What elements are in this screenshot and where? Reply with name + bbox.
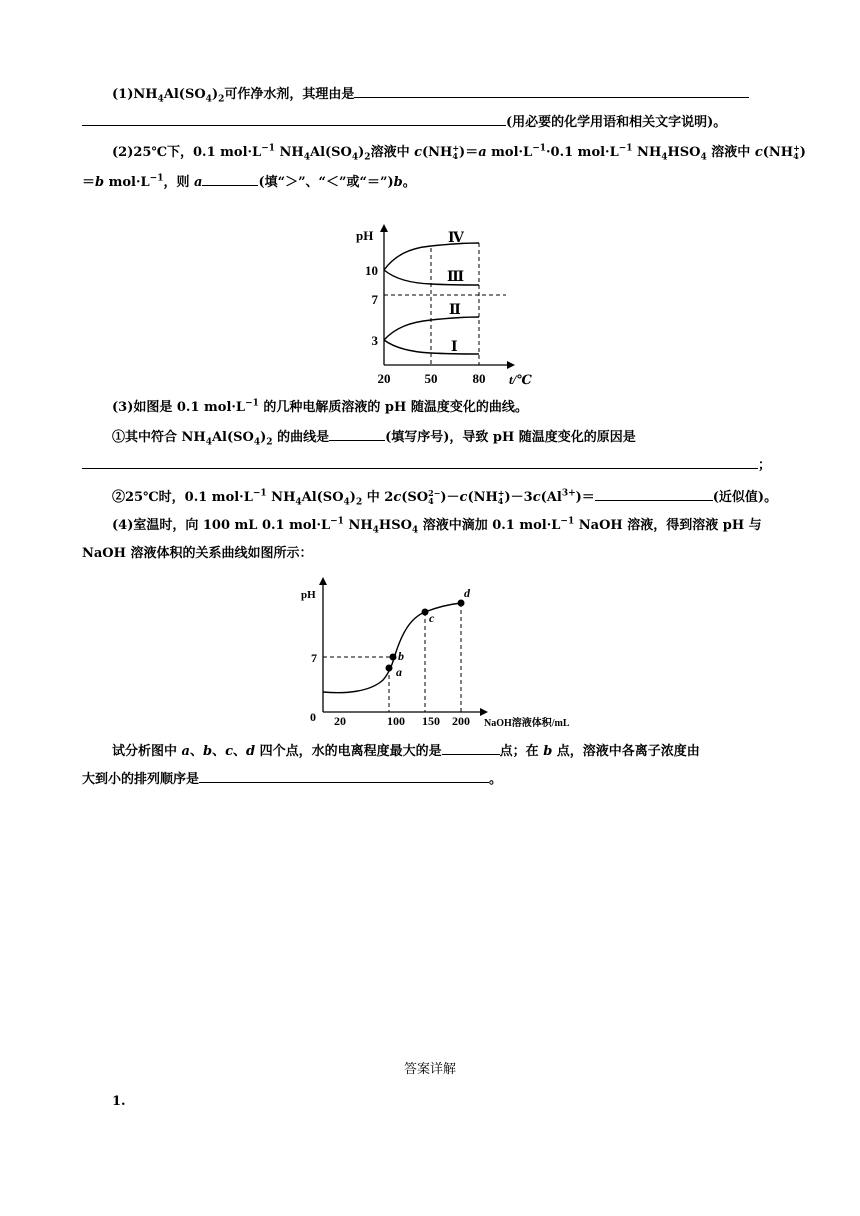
answers-first: 1. bbox=[112, 1094, 126, 1109]
point-a bbox=[386, 665, 393, 672]
chart1-xtick-20: 20 bbox=[377, 371, 391, 386]
chart2-y-arrow bbox=[319, 577, 327, 585]
chart2-xlabel: NaOH溶液体积/mL bbox=[484, 718, 570, 729]
chart2-xtick-100: 100 bbox=[387, 714, 405, 728]
chart1-ytick-10: 10 bbox=[365, 263, 378, 278]
answer-blank-2[interactable] bbox=[202, 172, 258, 186]
chart2-ylabel: pH bbox=[301, 589, 316, 601]
chart2-ytick-7: 7 bbox=[311, 651, 317, 665]
curve-label-I: Ⅰ bbox=[451, 340, 458, 355]
answer-blank-5b[interactable] bbox=[199, 769, 489, 783]
curve-label-IV: Ⅳ bbox=[448, 231, 464, 246]
q3-sub1-line1: ①其中符合 $NH_4Al(SO_4)_2$ 的曲线是 (填写序号)，导致 pH 随温度变化的原因是 bbox=[112, 427, 636, 447]
chart1-x-arrow bbox=[507, 361, 515, 369]
point-c bbox=[422, 609, 429, 616]
answer-blank-1a[interactable] bbox=[354, 84, 749, 98]
chart2-xtick-200: 200 bbox=[452, 714, 470, 728]
curve-III bbox=[384, 270, 479, 285]
point-a-label: a bbox=[396, 665, 402, 679]
chart2-x-arrow bbox=[480, 708, 488, 716]
point-d bbox=[458, 600, 465, 607]
curve-I bbox=[384, 340, 479, 354]
answer-blank-5a[interactable] bbox=[442, 741, 500, 755]
q2-line2: ＝b $mol\cdot L^{-1}$，则 a (填“＞”、“＜”或“＝”)b。 bbox=[82, 173, 416, 190]
chart1-xtick-50: 50 bbox=[424, 371, 438, 386]
q4-line1: (4)室温时，向 100 mL 0.1 $mol\cdot L^{-1}$ $NH_4HSO_4$ 溶液中滴加 0.1 $mol\cdot L^{-1}$ NaOH 溶液，得到溶液 pH 与 bbox=[112, 516, 762, 536]
chart2-xtick-150: 150 bbox=[422, 714, 440, 728]
curve-II bbox=[384, 317, 479, 340]
chart2-xtick-20: 20 bbox=[334, 714, 346, 728]
chart2-origin: 0 bbox=[310, 710, 316, 724]
chart1-ylabel: pH bbox=[356, 228, 374, 243]
q3-sub2: ②25℃时，0.1 $mol\cdot L^{-1}$ $NH_4Al(SO_4)_2$ 中 2c(SO 2− 4 )－c(NH + 4 )$-3c(Al^{3+})=$ (近似值)。 bbox=[112, 488, 778, 508]
q3-sub1-line2: ； bbox=[82, 455, 771, 475]
chart1-ytick-7: 7 bbox=[371, 292, 378, 307]
chart1-xtick-80: 80 bbox=[472, 371, 486, 386]
answer-blank-3c[interactable] bbox=[595, 487, 713, 501]
chart2-titration-curve bbox=[323, 603, 461, 693]
q1-line1: $(1)NH_4Al(SO_4)_2$可作净水剂，其理由是 bbox=[112, 84, 749, 104]
chart1-axes bbox=[380, 224, 515, 369]
q1-line2: (用必要的化学用语和相关文字说明)。 bbox=[82, 112, 726, 132]
answers-title: 答案详解 bbox=[403, 1062, 456, 1077]
point-d-label: d bbox=[464, 586, 470, 600]
q5-line2: 大到小的排列顺序是 。 bbox=[82, 769, 502, 789]
curve-label-II: Ⅱ bbox=[449, 303, 461, 318]
point-b-label: b bbox=[398, 649, 404, 663]
chart1-xlabel: t/℃ bbox=[509, 372, 532, 387]
curve-IV bbox=[384, 243, 479, 270]
answer-blank-3a[interactable] bbox=[329, 427, 385, 441]
point-b bbox=[390, 654, 397, 661]
chart1-ytick-3: 3 bbox=[371, 333, 378, 348]
chart1-y-arrow bbox=[380, 224, 388, 232]
q2-line1: (2)25℃下，0.1 $mol\cdot L^{-1}$ $NH_4Al(SO_4)_2$溶液中 c(NH + 4 )＝a $mol\cdot L^{-1}\cdot 0.1$ $mol\cdot L^{-1}$ $NH_4HSO_4$ 溶液中 c(NH + 4 ) bbox=[112, 143, 806, 163]
q3-intro: (3)如图是 0.1 $mol\cdot L^{-1}$ 的几种电解质溶液的 pH 随温度变化的曲线。 bbox=[112, 398, 528, 415]
curve-label-III: Ⅲ bbox=[447, 270, 465, 285]
answer-blank-1b[interactable] bbox=[82, 112, 506, 126]
point-c-label: c bbox=[429, 611, 435, 625]
q4-line2: NaOH 溶液体积的关系曲线如图所示： bbox=[82, 546, 313, 561]
answer-blank-3b[interactable] bbox=[82, 455, 758, 469]
q5-line1: 试分析图中 a、b、c、d 四个点，水的电离程度最大的是 点；在 b 点，溶液中各离子浓度由 bbox=[112, 741, 700, 761]
